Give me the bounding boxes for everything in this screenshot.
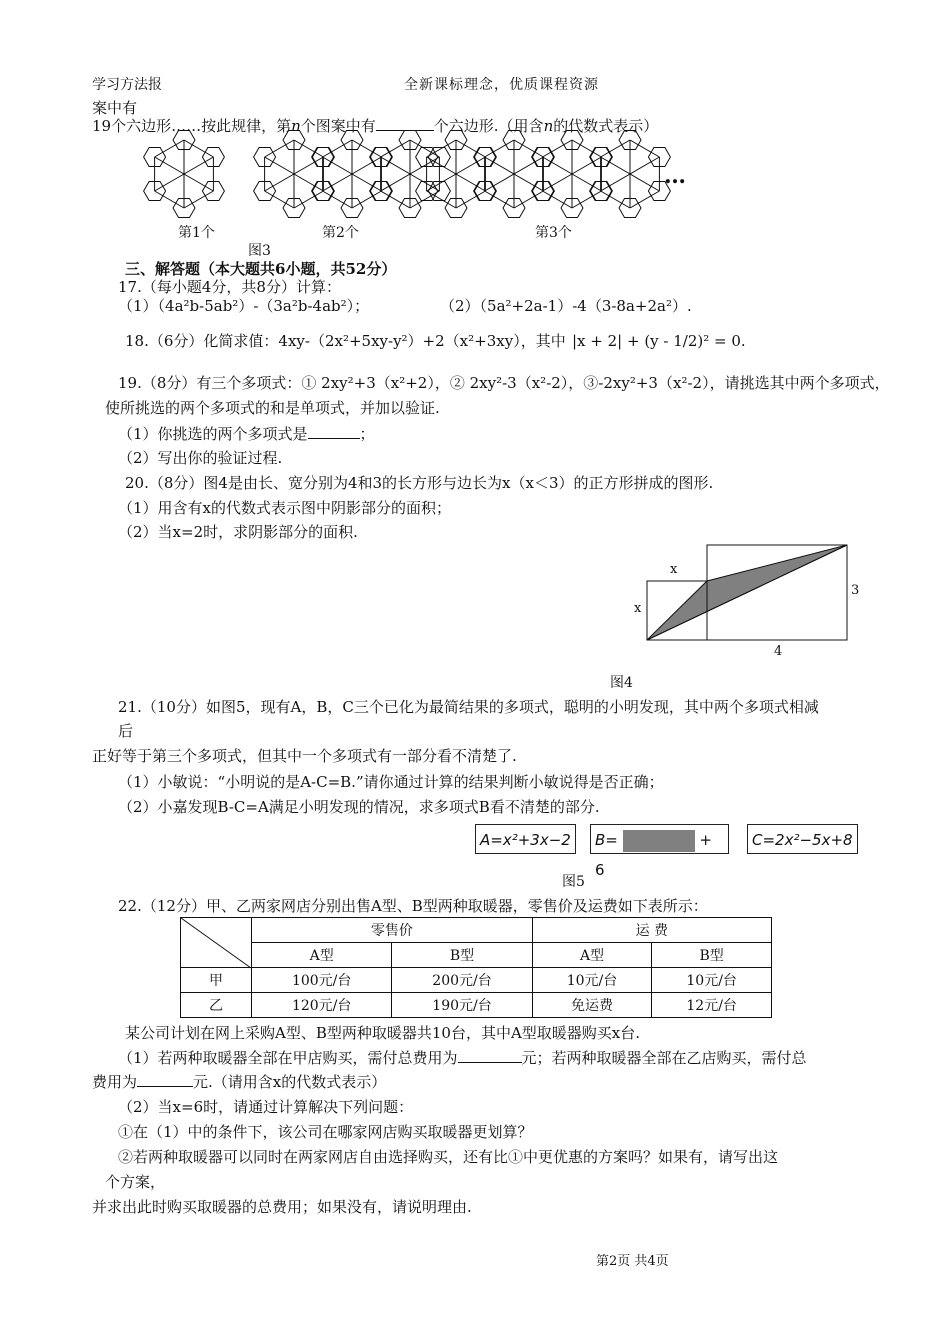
- price-table: [180, 917, 772, 1018]
- q21-line1: 21.（10分）如图5，现有A，B，C三个已化为最简结果的多项式，聪明的小明发现，其中两个多项式相减: [118, 698, 819, 716]
- q22-part1-line2: 费用为 元.（请用含x的代数式表示）: [92, 1073, 387, 1091]
- q20-part2: （2）当x=2时，求阴影部分的面积.: [118, 523, 358, 541]
- q16-line2: 19个六边形……按此规律，第n个图案中有 个六边形.（用含n的代数式表示）: [92, 117, 659, 135]
- fig4-label-3: 3: [851, 583, 860, 598]
- table-row: [181, 968, 772, 993]
- subheader-a-type: A型: [252, 943, 392, 968]
- q22-plan: 某公司计划在网上采购A型、B型两种取暖器共10台，其中A型取暖器购买x台.: [125, 1024, 641, 1042]
- pattern-label-3: 第3个: [535, 225, 572, 241]
- q21-part1: （1）小敏说：“小明说的是A-C=B.”请你通过计算的结果判断小敏说得是否正确；: [118, 773, 664, 791]
- q18-text: 18.（6分）化简求值：4xy-（2x²+5xy-y²）+2（x²+3xy），其中: [125, 332, 566, 350]
- polynomial-C-box: C=2x²−5x+8: [747, 824, 858, 854]
- q22-sub2-line2: 个方案，: [105, 1173, 166, 1191]
- page-footer: 第2页 共4页: [596, 1254, 669, 1269]
- q17-intro: 17.（每小题4分，共8分）计算：: [118, 278, 341, 296]
- fig4-label-4: 4: [774, 644, 783, 659]
- pattern-label-1: 第1个: [178, 225, 215, 241]
- table-cell: 190元/台: [392, 993, 532, 1018]
- header-shipping: 运 费: [532, 918, 771, 943]
- polynomial-A-box: A=x²+3x−2: [475, 824, 576, 854]
- obscured-part: [623, 830, 695, 852]
- q22-part2: （2）当x=6时，请通过计算解决下列问题：: [118, 1098, 414, 1116]
- figure3-caption: 图3: [248, 243, 271, 259]
- q18-condition: |x + 2| + (y - 1/2)² = 0.: [572, 332, 746, 350]
- header-retail-price: 零售价: [252, 918, 533, 943]
- q20-part1: （1）用含有x的代数式表示图中阴影部分的面积；: [118, 499, 452, 517]
- q19-line1: 19.（8分）有三个多项式：① 2xy²+3（x²+2），② 2xy²-3（x²-2），③-2xy²+3（x²-2），请挑选其中两个多项式，: [118, 374, 890, 392]
- subheader-b-type: B型: [392, 943, 532, 968]
- subheader-b-type: B型: [652, 943, 772, 968]
- table-cell: 120元/台: [252, 993, 392, 1018]
- q22-blank-jia[interactable]: [458, 1048, 522, 1063]
- q19-part1: （1）你挑选的两个多项式是 ；: [118, 425, 375, 443]
- header-left: 学习方法报: [92, 77, 162, 93]
- q22-part1-line1: （1）若两种取暖器全部在甲店购买，需付总费用为 元；若两种取暖器全部在乙店购买，需付总: [118, 1049, 807, 1067]
- pattern-label-2: 第2个: [322, 225, 359, 241]
- polynomial-B-box: B= + 6: [590, 824, 729, 854]
- q21-line2: 正好等于第三个多项式，但其中一个多项式有一部分看不清楚了.: [92, 747, 517, 765]
- subheader-a-type: A型: [532, 943, 652, 968]
- q22-sub2-line1: ②若两种取暖器可以同时在两家网店自由选择购买，还有比①中更优惠的方案吗？如果有，请写出这: [118, 1148, 779, 1166]
- fig4-label-x-left: x: [634, 601, 642, 616]
- q22-intro: 22.（12分）甲、乙两家网店分别出售A型、B型两种取暖器，零售价及运费如下表所示：: [118, 897, 708, 915]
- table-cell: 10元/台: [532, 968, 652, 993]
- table-cell: 200元/台: [392, 968, 532, 993]
- table-row: [181, 993, 772, 1018]
- table-corner-cell: [181, 918, 252, 968]
- q17-part2: （2）（5a²+2a-1）-4（3-8a+2a²）.: [440, 297, 692, 315]
- section3-title: 三、解答题（本大题共6小题，共52分）: [125, 260, 397, 278]
- q19-part2: （2）写出你的验证过程.: [118, 449, 283, 467]
- q21-part2: （2）小嘉发现B-C=A满足小明发现的情况，求多项式B看不清楚的部分.: [118, 798, 600, 816]
- q22-sub2-line3: 并求出此时购买取暖器的总费用；如果没有，请说明理由.: [92, 1198, 472, 1216]
- q22-sub1: ①在（1）中的条件下，该公司在哪家网店购买取暖器更划算？: [118, 1123, 533, 1141]
- q19-line2: 使所挑选的两个多项式的和是单项式，并加以验证.: [105, 399, 440, 417]
- table-cell: 免运费: [532, 993, 652, 1018]
- figure5-caption: 图5: [562, 874, 585, 890]
- figure4-caption: 图4: [610, 675, 633, 691]
- table-cell: 100元/台: [252, 968, 392, 993]
- q16-line1: 案中有: [92, 99, 138, 117]
- row-name: 甲: [181, 968, 252, 993]
- diagonal-line: [647, 545, 847, 640]
- table-cell: 10元/台: [652, 968, 772, 993]
- q22-blank-yi[interactable]: [137, 1072, 193, 1087]
- q21-line1b: 后: [118, 722, 134, 740]
- q20-line1: 20.（8分）图4是由长、宽分别为4和3的长方形与边长为x（x＜3）的正方形拼成的图形.: [125, 474, 714, 492]
- q17-part1: （1）（4a²b-5ab²）-（3a²b-4ab²）；: [118, 297, 370, 315]
- table-cell: 12元/台: [652, 993, 772, 1018]
- pattern-ellipsis: …: [664, 163, 686, 189]
- header-center: 全新课标理念，优质课程资源: [404, 77, 599, 93]
- row-name: 乙: [181, 993, 252, 1018]
- fig4-label-x-top: x: [670, 562, 678, 577]
